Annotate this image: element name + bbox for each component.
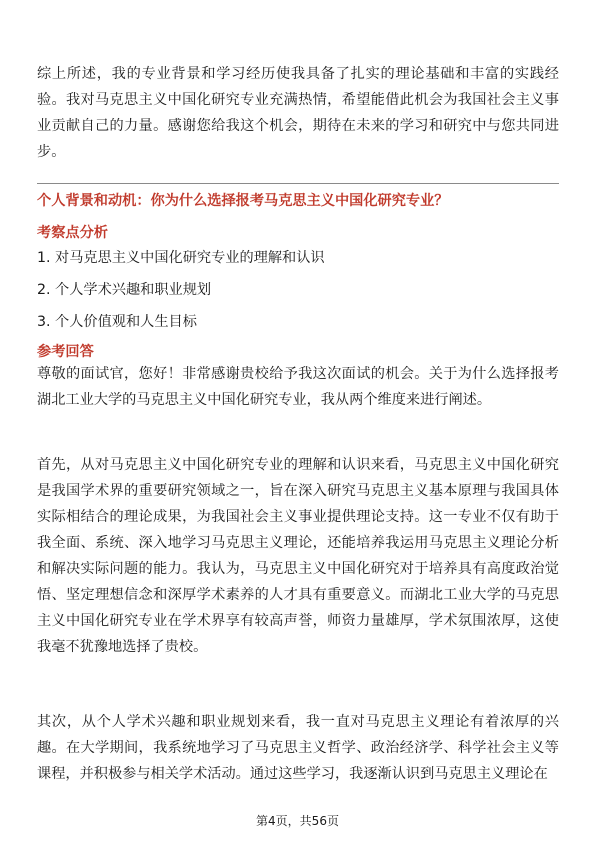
answer-paragraph: 其次，从个人学术兴趣和职业规划来看，我一直对马克思主义理论有着浓厚的兴趣。在大学期间，我系统地学习了马克思主义哲学、政治经济学、科学社会主义等课程，并积极参与相关学术活动。通过这些学习，我逐渐认识到马克思主义理论在	[37, 714, 559, 782]
answer-section	[37, 341, 559, 363]
answer-paragraph: 尊敬的面试官，您好！非常感谢贵校给予我这次面试的机会。关于为什么选择报考湖北工业大学的马克思主义中国化研究专业，我从两个维度来进行阐述。	[37, 366, 559, 408]
list-item: 2. 个人学术兴趣和职业规划	[37, 282, 212, 298]
answer-heading: 参考回答	[37, 344, 94, 360]
list-item: 1. 对马克思主义中国化研究专业的理解和认识	[37, 250, 325, 266]
question-title: 个人背景和动机：你为什么选择报考马克思主义中国化研究专业？	[37, 193, 449, 209]
list-item: 3. 个人价值观和人生目标	[37, 314, 197, 330]
answer-paragraph-3-block	[37, 709, 559, 787]
analysis-list	[37, 247, 559, 333]
section-divider	[37, 183, 559, 184]
analysis-section	[37, 222, 559, 333]
page-footer: 第4页，共56页	[256, 814, 339, 828]
intro-section	[37, 61, 559, 165]
question-section	[37, 190, 559, 212]
intro-paragraph: 综上所述，我的专业背景和学习经历使我具备了扎实的理论基础和丰富的实践经验。我对马克思主义中国化研究专业充满热情，希望能借此机会为我国社会主义事业贡献自己的力量。感谢您给我这个机会，期待在未来的学习和研究中与您共同进步。	[37, 66, 559, 160]
analysis-heading: 考察点分析	[37, 225, 108, 241]
answer-paragraph: 首先，从对马克思主义中国化研究专业的理解和认识来看，马克思主义中国化研究是我国学术界的重要研究领域之一，旨在深入研究马克思主义基本原理与我国具体实际相结合的理论成果，为我国社会主义事业提供理论支持。这一专业不仅有助于我全面、系统、深入地学习马克思主义理论，还能培养我运用马克思主义理论分析和解决实际问题的能力。我认为，马克思主义中国化研究对于培养具有高度政治觉悟、坚定理想信念和深厚学术素养的人才具有重要意义。而湖北工业大学的马克思主义中国化研究专业在学术界享有较高声誉，师资力量雄厚，学术氛围浓厚，这使我毫不犹豫地选择了贵校。	[37, 457, 559, 655]
answer-paragraph-2-block	[37, 452, 559, 660]
answer-paragraph-1-block	[37, 361, 559, 413]
